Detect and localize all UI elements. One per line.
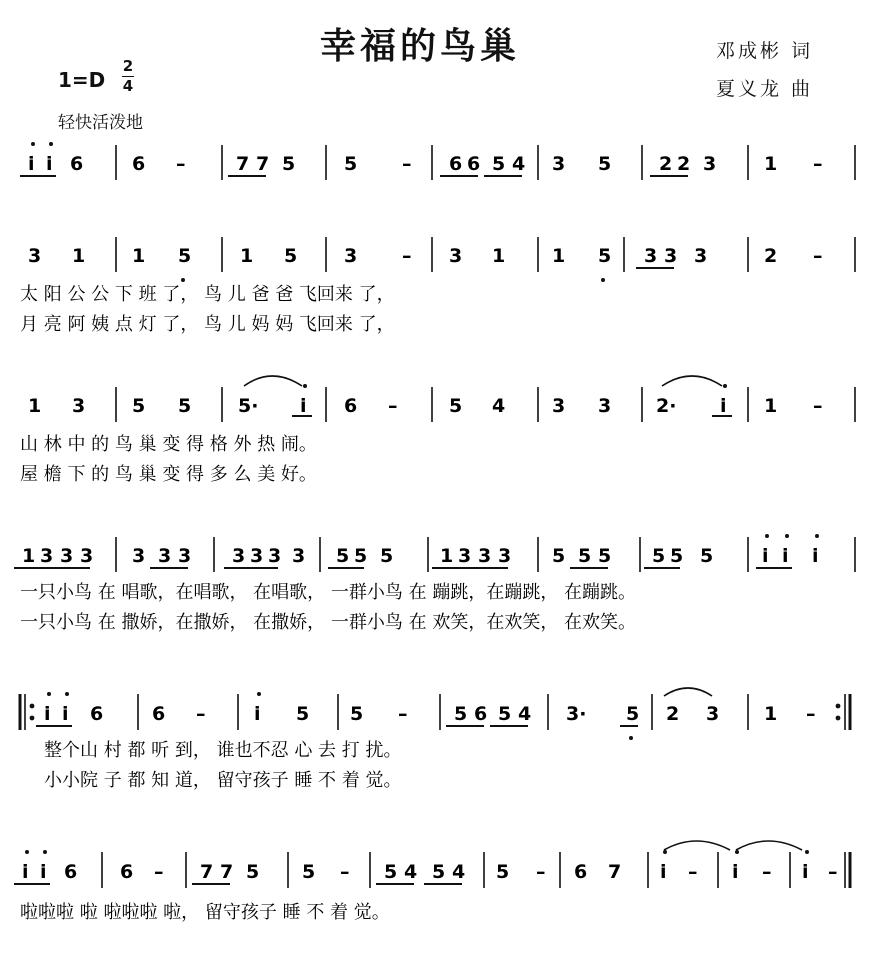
- tempo-marking: 轻快活泼地: [58, 113, 143, 133]
- note-1-3: 6: [70, 153, 84, 175]
- note-4-19: 5: [552, 545, 566, 567]
- note-5-9: –: [398, 703, 408, 725]
- note-5-13: 4: [518, 703, 532, 725]
- note-1-14: 4: [512, 153, 526, 175]
- note-6-7: 7: [220, 861, 234, 883]
- note-5-15: 5: [626, 703, 640, 725]
- note-2-1: 3: [28, 245, 42, 267]
- note-5-11: 6: [474, 703, 488, 725]
- note-6-20: –: [688, 861, 698, 883]
- note-2-9: 3: [449, 245, 463, 267]
- note-2-13: 3: [644, 245, 658, 267]
- note-3-15: 1: [764, 395, 778, 417]
- note-5-8: 5: [350, 703, 364, 725]
- note-6-21: i: [732, 861, 739, 883]
- note-6-9: 5: [302, 861, 316, 883]
- note-4-3: 3: [60, 545, 74, 567]
- note-4-4: 3: [80, 545, 94, 567]
- barlines-system-1: [116, 145, 855, 180]
- note-6-1: i: [22, 861, 29, 883]
- note-4-14: 5: [380, 545, 394, 567]
- note-2-15: 3: [694, 245, 708, 267]
- note-4-24: 5: [700, 545, 714, 567]
- note-1-5: –: [176, 153, 186, 175]
- time-signature-bottom: 4: [122, 77, 134, 95]
- note-1-13: 5: [492, 153, 506, 175]
- note-3-4: 5: [178, 395, 192, 417]
- note-6-18: 7: [608, 861, 622, 883]
- note-1-7: 7: [256, 153, 270, 175]
- note-4-27: i: [812, 545, 819, 567]
- lyric-line-3-2: 屋 檐 下 的 鸟 巢 变 得 多 么 美 好。: [20, 464, 317, 485]
- note-5-12: 5: [498, 703, 512, 725]
- note-5-2: i: [62, 703, 69, 725]
- lyric-line-5-1: 整个山 村 都 听 到， 谁也不忍 心 去 打 扰。: [44, 740, 402, 761]
- note-6-22: –: [762, 861, 772, 883]
- lyric-line-4-2: 一只小鸟 在 撒娇，在撒娇， 在撒娇， 一群小鸟 在 欢笑，在欢笑， 在欢笑。: [20, 612, 637, 633]
- note-1-15: 3: [552, 153, 566, 175]
- note-6-10: –: [340, 861, 350, 883]
- note-5-10: 5: [454, 703, 468, 725]
- note-5-6: i: [254, 703, 261, 725]
- note-6-23: i: [802, 861, 809, 883]
- lyricist-credit: 邓成彬 词: [716, 40, 814, 62]
- note-2-6: 5: [284, 245, 298, 267]
- note-3-8: –: [388, 395, 398, 417]
- note-1-18: 2: [677, 153, 691, 175]
- lyric-line-6-1: 啦啦啦 啦 啦啦啦 啦， 留守孩子 睡 不 着 觉。: [20, 902, 390, 923]
- note-6-2: i: [40, 861, 47, 883]
- note-4-17: 3: [478, 545, 492, 567]
- note-6-17: 6: [574, 861, 588, 883]
- note-4-1: 1: [22, 545, 36, 567]
- note-2-12: 5: [598, 245, 612, 267]
- note-4-23: 5: [670, 545, 684, 567]
- note-6-24: –: [828, 861, 838, 883]
- note-4-2: 3: [40, 545, 54, 567]
- note-2-14: 3: [664, 245, 678, 267]
- barlines-system-3: [116, 387, 855, 422]
- lyric-line-5-2: 小小院 子 都 知 道， 留守孩子 睡 不 着 觉。: [44, 770, 402, 791]
- lyric-line-2-1: 太 阳 公 公 下 班 了， 鸟 儿 爸 爸 飞回来 了，: [20, 284, 395, 305]
- note-2-4: 5: [178, 245, 192, 267]
- song-title: 幸福的鸟巢: [320, 25, 521, 67]
- note-6-14: 4: [452, 861, 466, 883]
- note-1-19: 3: [703, 153, 717, 175]
- note-3-7: 6: [344, 395, 358, 417]
- note-6-8: 5: [246, 861, 260, 883]
- note-4-7: 3: [178, 545, 192, 567]
- note-5-3: 6: [90, 703, 104, 725]
- note-6-15: 5: [496, 861, 510, 883]
- note-4-10: 3: [268, 545, 282, 567]
- note-3-12: 3: [598, 395, 612, 417]
- note-1-20: 1: [764, 153, 778, 175]
- note-3-14: i: [720, 395, 727, 417]
- note-4-6: 3: [158, 545, 172, 567]
- note-2-17: –: [813, 245, 823, 267]
- note-5-4: 6: [152, 703, 166, 725]
- note-3-9: 5: [449, 395, 463, 417]
- note-2-8: –: [402, 245, 412, 267]
- note-2-11: 1: [552, 245, 566, 267]
- note-4-18: 3: [498, 545, 512, 567]
- note-6-19: i: [660, 861, 667, 883]
- note-5-7: 5: [296, 703, 310, 725]
- lyrics-layer: [20, 284, 636, 923]
- note-1-8: 5: [282, 153, 296, 175]
- key-signature: 1=D: [58, 68, 106, 92]
- note-1-4: 6: [132, 153, 146, 175]
- note-3-5: 5·: [238, 395, 259, 417]
- lyric-line-4-1: 一只小鸟 在 唱歌，在唱歌， 在唱歌， 一群小鸟 在 蹦跳，在蹦跳， 在蹦跳。: [20, 582, 637, 603]
- lyric-line-2-2: 月 亮 阿 姨 点 灯 了， 鸟 儿 妈 妈 飞回来 了，: [20, 314, 395, 335]
- note-3-16: –: [813, 395, 823, 417]
- note-3-10: 4: [492, 395, 506, 417]
- note-6-3: 6: [64, 861, 78, 883]
- note-1-21: –: [813, 153, 823, 175]
- note-1-12: 6: [467, 153, 481, 175]
- composer-credit: 夏义龙 曲: [716, 78, 814, 100]
- note-1-2: i: [46, 153, 53, 175]
- note-5-5: –: [196, 703, 206, 725]
- note-3-3: 5: [132, 395, 146, 417]
- note-2-7: 3: [344, 245, 358, 267]
- time-signature-top: 2: [122, 57, 134, 75]
- note-4-26: i: [782, 545, 789, 567]
- note-6-11: 5: [384, 861, 398, 883]
- note-4-13: 5: [354, 545, 368, 567]
- note-5-14: 3·: [566, 703, 587, 725]
- note-5-1: i: [44, 703, 51, 725]
- note-2-10: 1: [492, 245, 506, 267]
- note-4-11: 3: [292, 545, 306, 567]
- note-3-11: 3: [552, 395, 566, 417]
- note-3-1: 1: [28, 395, 42, 417]
- note-2-2: 1: [72, 245, 86, 267]
- note-4-9: 3: [250, 545, 264, 567]
- note-6-5: –: [154, 861, 164, 883]
- note-1-16: 5: [598, 153, 612, 175]
- note-3-13: 2·: [656, 395, 677, 417]
- note-5-16: 2: [666, 703, 680, 725]
- note-1-11: 6: [449, 153, 463, 175]
- note-4-15: 1: [440, 545, 454, 567]
- note-6-16: –: [536, 861, 546, 883]
- note-5-19: –: [806, 703, 816, 725]
- note-4-8: 3: [232, 545, 246, 567]
- note-6-4: 6: [120, 861, 134, 883]
- note-6-12: 4: [404, 861, 418, 883]
- note-5-17: 3: [706, 703, 720, 725]
- note-3-2: 3: [72, 395, 86, 417]
- note-1-10: –: [402, 153, 412, 175]
- note-4-21: 5: [598, 545, 612, 567]
- note-4-20: 5: [578, 545, 592, 567]
- note-1-9: 5: [344, 153, 358, 175]
- note-2-3: 1: [132, 245, 146, 267]
- note-2-16: 2: [764, 245, 778, 267]
- note-3-6: i: [300, 395, 307, 417]
- note-1-1: i: [28, 153, 35, 175]
- note-1-6: 7: [236, 153, 250, 175]
- barlines-system-5: [20, 694, 850, 730]
- note-1-17: 2: [659, 153, 673, 175]
- note-4-25: i: [762, 545, 769, 567]
- note-4-5: 3: [132, 545, 146, 567]
- note-6-6: 7: [200, 861, 214, 883]
- note-2-5: 1: [240, 245, 254, 267]
- note-6-13: 5: [432, 861, 446, 883]
- note-4-16: 3: [458, 545, 472, 567]
- note-5-18: 1: [764, 703, 778, 725]
- barlines-system-2: [116, 237, 855, 272]
- lyric-line-3-1: 山 林 中 的 鸟 巢 变 得 格 外 热 闹。: [20, 434, 317, 455]
- note-4-22: 5: [652, 545, 666, 567]
- note-4-12: 5: [336, 545, 350, 567]
